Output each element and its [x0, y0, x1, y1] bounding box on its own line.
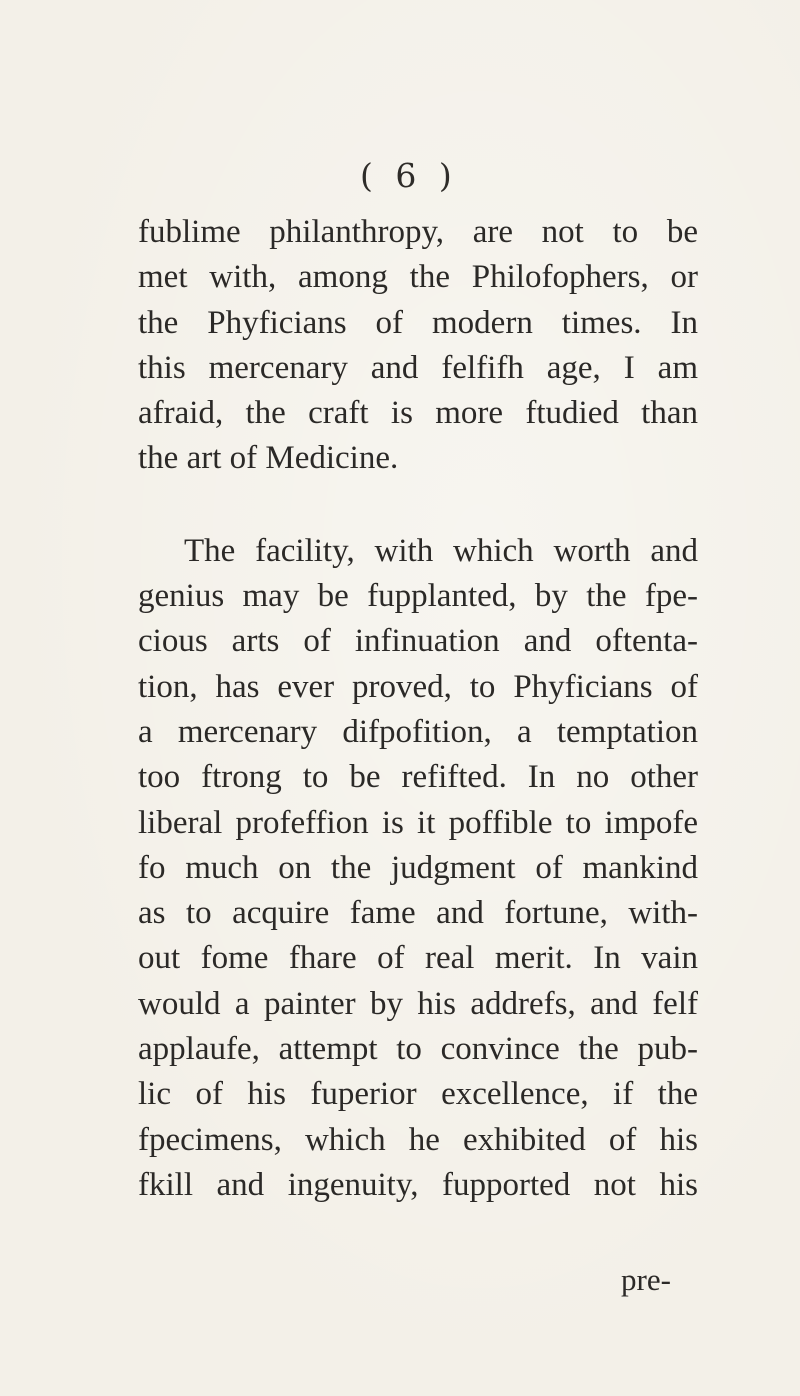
text-line: The facility, with which worth and: [184, 532, 698, 569]
paragraph-gap: [138, 482, 698, 529]
text-line: fublime philanthropy, are not to be: [138, 214, 698, 250]
page-number: ( 6 ): [360, 156, 458, 195]
paragraph-2: [138, 529, 698, 1208]
text-line: as to acquire fame and fortune, with-: [138, 895, 698, 932]
text-line: too ftrong to be refifted. In no other: [138, 759, 698, 796]
text-line: fkill and ingenuity, fupported not his: [138, 1166, 698, 1203]
paragraph-1: [138, 210, 698, 482]
catchword: pre-: [621, 1262, 671, 1297]
body-text: [138, 210, 698, 1208]
text-line: out fome fhare of real merit. In vain: [138, 940, 698, 977]
text-line: a mercenary difpofition, a temptation: [138, 713, 698, 750]
text-line: fo much on the judgment of mankind: [138, 849, 698, 886]
text-line: cious arts of infinuation and oftenta-: [138, 623, 698, 660]
text-line: the art of Medicine.: [138, 440, 399, 477]
text-line: met with, among the Philofophers, or: [138, 259, 698, 296]
text-line: fpecimens, which he exhibited of his: [138, 1121, 698, 1158]
text-line: genius may be fupplanted, by the fpe-: [138, 578, 698, 615]
text-line: this mercenary and felfifh age, I am: [138, 349, 698, 386]
text-line: liberal profeffion is it poffible to impofe: [138, 804, 698, 841]
text-line: afraid, the craft is more ftudied than: [138, 395, 698, 432]
text-line: would a painter by his addrefs, and felf: [138, 985, 698, 1022]
text-line: tion, has ever proved, to Phyficians of: [138, 668, 698, 705]
text-line: applaufe, attempt to convince the pub-: [138, 1031, 698, 1068]
text-line: lic of his fuperior excellence, if the: [138, 1076, 698, 1113]
text-line: the Phyficians of modern times. In: [138, 304, 698, 341]
